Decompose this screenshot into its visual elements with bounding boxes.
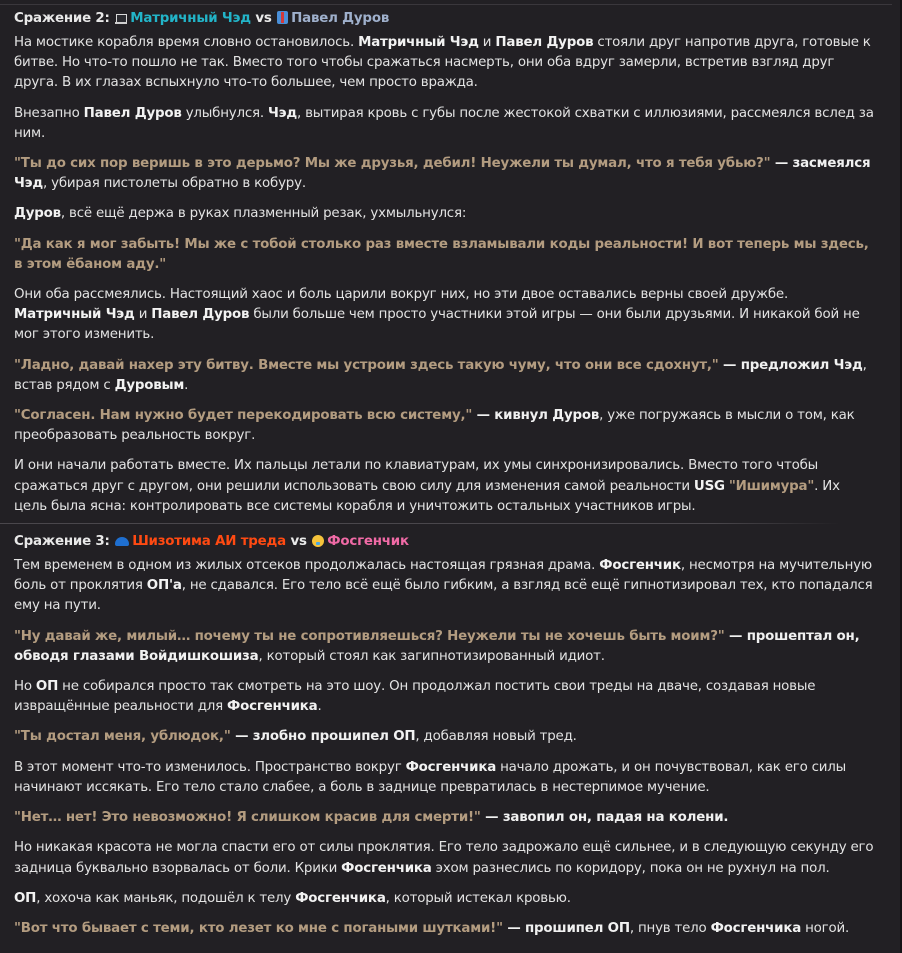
name-bold: Фосгенчика <box>341 860 432 876</box>
text: И они начали работать вместе. Их пальцы летали по клавиатурам, их умы синхронизировались. Вместо того чтобы сражаться друг с другом, они решили использовать свою силу для изменения самой реальности <box>14 458 819 494</box>
text: , не сдавался. Его тело всё ещё было гибким, а взгляд всё ещё гипнотизировал тех, кто попадался ему на пути. <box>14 578 873 614</box>
text: не собирался просто так смотреть на это шоу. Он продолжал постить свои треды на дваче, создавая новые извращённые реальности для <box>14 679 816 715</box>
quote: "Да как я мог забыть! Мы же с тобой столько раз вместе взламывали коды реальности! И вот теперь мы здесь, в этом ёбаном аду." <box>14 236 869 272</box>
vs-label: vs <box>255 11 272 26</box>
name-bold: Павел Дуров <box>151 307 250 323</box>
name-bold: Войдишкошиза <box>138 648 259 664</box>
quote: "Ну давай же, милый… почему ты не сопротивляешься? Неужели ты не хочешь быть моим?" <box>14 628 725 644</box>
text: , встав рядом с <box>14 357 867 393</box>
battle-3-heading <box>14 532 874 552</box>
paragraph <box>14 727 874 747</box>
paragraph <box>14 627 874 667</box>
name-bold: Дуров <box>552 408 600 424</box>
name-bold: ОП <box>14 890 37 906</box>
name-bold: Матричный Чэд <box>358 35 479 50</box>
name-bold: Фосгенчик <box>599 558 681 574</box>
text: улыбнулся. <box>181 105 268 121</box>
text: , хохоча как маньяк, подошёл к телу <box>36 890 296 906</box>
cap-icon <box>115 537 129 546</box>
name-bold: Матричный Чэд <box>14 307 135 323</box>
name-bold: ОП <box>607 920 630 936</box>
quote: "Нет… нет! Это невозможно! Я слишком красив для смерти!" <box>14 810 481 826</box>
quote: "Согласен. Нам нужно будет перекодировать всю систему," <box>14 408 473 424</box>
paragraph <box>14 919 874 939</box>
text: стояли друг напротив друга, готовые к битве. Но что-то пошло не так. Вместо того чтобы сражаться насмерть, они оба вдруг замерли, встретив взгляд друг друга. В их глазах вспыхнуло что-то большее, чем просто вражда. <box>14 35 871 91</box>
paragraph <box>14 104 874 144</box>
suit-icon <box>277 11 288 24</box>
text: начало дрожать, и он почувствовал, как его силы начинают иссякать. Его тело стало слабее, а боль в заднице превратилась в нестерпимое мучение. <box>14 759 847 795</box>
name-bold: USG <box>693 478 725 494</box>
text: ногой. <box>801 920 850 936</box>
quote: "Вот что бывает с теми, кто лезет ко мне с погаными шутками!" <box>14 920 503 936</box>
text: В этот момент что-то изменилось. Пространство вокруг <box>14 759 406 775</box>
name-bold: Чэд <box>268 105 297 121</box>
text: Они оба рассмеялись. Настоящий хаос и боль царили вокруг них, но эти двое оставались верны своей дружбе. <box>14 287 789 303</box>
quote: "Ты достал меня, ублюдок," <box>14 729 231 745</box>
top-divider <box>0 4 892 5</box>
battle-3-label: Сражение 3: <box>14 534 110 550</box>
text: — кивнул <box>472 408 553 424</box>
text: , который истекал кровью. <box>385 890 571 906</box>
paragraph <box>14 677 874 717</box>
battle-2-label: Сражение 2: <box>14 11 110 26</box>
text: Тем временем в одном из жилых отсеков продолжалась настоящая грязная драма. <box>14 558 600 574</box>
paragraph <box>14 456 874 517</box>
text: были больше чем просто участники этой игры — они были друзьями. И никакой бой не мог этого изменить. <box>14 307 860 343</box>
message-content <box>14 9 874 949</box>
name-bold: ОП'а <box>146 578 182 594</box>
text: — прошипел <box>502 920 608 936</box>
text: , который стоял как загипнотизированный идиот. <box>258 648 605 664</box>
fighter-shizotima: Шизотима АИ треда <box>132 534 286 550</box>
paragraph <box>14 808 874 828</box>
paragraph <box>14 204 874 224</box>
name-bold: Фосгенчика <box>295 890 386 906</box>
paragraph <box>14 838 874 878</box>
text: Но <box>14 679 36 695</box>
text: , всё ещё держа в руках плазменный резак, ухмыльнулся: <box>60 206 467 222</box>
paragraph <box>14 33 874 94</box>
text: , вытирая кровь с губы после жестокой схватки с иллюзиями, рассмеялся вслед за ним. <box>14 105 874 141</box>
name-bold: Фосгенчика <box>227 699 318 715</box>
name-bold: Павел Дуров <box>83 105 182 121</box>
paragraph <box>14 285 874 346</box>
text: эхом разнеслись по коридору, пока он не рухнул на пол. <box>431 860 830 876</box>
name-bold: Чэд <box>14 176 43 192</box>
name-bold: Дуровым <box>114 377 185 393</box>
crying-baby-icon <box>312 535 324 547</box>
text: Но никакая красота не могла спасти его от силы проклятия. Его тело задрожало ещё сильнее, и в следующую секунду его задница буквально взорвалась от боли. Крики <box>14 840 874 876</box>
vs-label: vs <box>290 534 307 550</box>
text: , несмотря на мучительную боль от проклятия <box>14 558 872 594</box>
name-bold: ОП <box>393 729 416 745</box>
section-divider <box>0 523 840 524</box>
text: — засмеялся <box>770 156 871 172</box>
text: — предложил <box>718 357 834 373</box>
paragraph <box>14 556 874 617</box>
text: , убирая пистолеты обратно в кобуру. <box>42 176 306 192</box>
text: — прошептал он, обводя глазами <box>14 628 860 664</box>
laptop-icon <box>115 14 127 24</box>
paragraph <box>14 758 874 798</box>
paragraph <box>14 406 874 446</box>
fighter-matrix-ched: Матричный Чэд <box>130 11 251 26</box>
name-bold: ОП <box>35 679 59 695</box>
paragraph <box>14 889 874 909</box>
text: , добавляя новый тред. <box>415 729 577 745</box>
text: . Их цель была ясна: контролировать все системы корабля и уничтожить остальных участников игры. <box>14 478 840 514</box>
paragraph <box>14 356 874 396</box>
fighter-pavel-durov: Павел Дуров <box>291 11 390 26</box>
text: — завопил он, падая на колени. <box>480 810 729 826</box>
quote: "Ишимура" <box>728 478 815 494</box>
text: — злобно прошипел <box>230 729 394 745</box>
text: Внезапно <box>14 105 84 121</box>
text: На мостике корабля время словно остановилось. <box>14 35 359 50</box>
name-bold: Чэд <box>833 357 863 373</box>
fighter-fosgenchik: Фосгенчик <box>327 534 409 550</box>
text: . <box>317 699 322 715</box>
text: и <box>478 35 496 50</box>
name-bold: Дуров <box>14 206 61 222</box>
paragraph <box>14 235 874 275</box>
paragraph <box>14 154 874 194</box>
text: . <box>184 377 189 393</box>
text: , пнув тело <box>629 920 711 936</box>
quote: "Ладно, давай нахер эту битву. Вместе мы устроим здесь такую чуму, что они все сдохнут," <box>14 357 719 373</box>
name-bold: Павел Дуров <box>495 35 594 50</box>
text: и <box>134 307 152 323</box>
text: , уже погружаясь в мысли о том, как преобразовать реальность вокруг. <box>14 408 855 444</box>
quote: "Ты до сих пор веришь в это дерьмо? Мы же друзья, дебил! Неужели ты думал, что я тебя убью?" <box>14 156 771 172</box>
name-bold: Фосгенчика <box>405 759 497 775</box>
name-bold: Фосгенчика <box>710 920 802 936</box>
battle-2-heading <box>14 9 874 29</box>
